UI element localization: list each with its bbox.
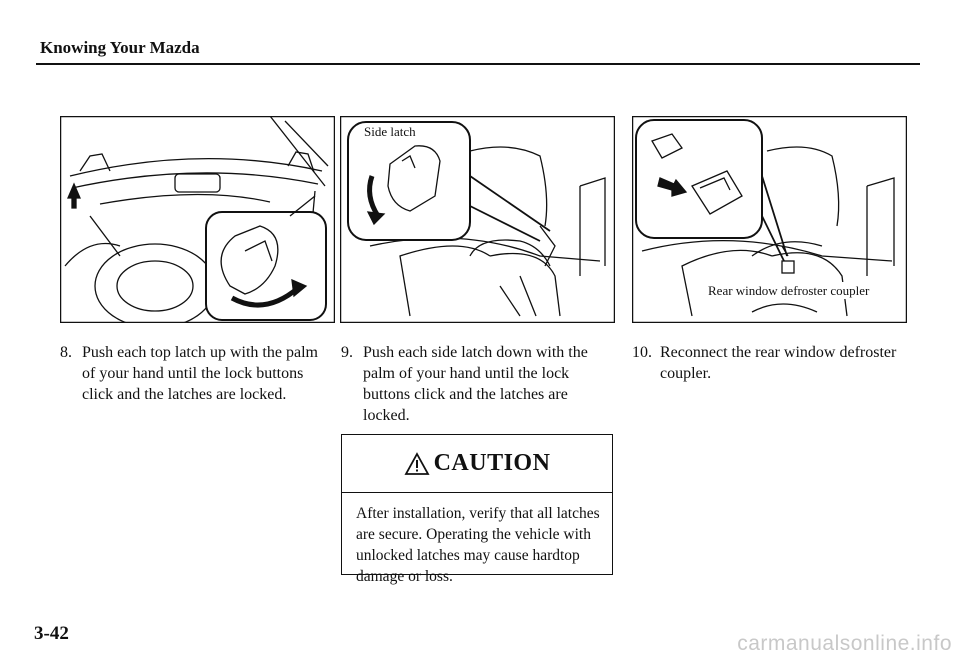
side-latch-label: Side latch	[364, 124, 416, 139]
step-number: 10.	[632, 344, 652, 361]
caution-text: After installation, verify that all latches are secure. Operating the vehicle with unlocked latches may cause hardtop damage or loss.	[356, 505, 600, 585]
page-header-title: Knowing Your Mazda	[40, 38, 200, 57]
step-9	[341, 342, 603, 426]
caution-title: CAUTION	[433, 450, 551, 476]
step-text: Push each side latch down with the palm of your hand until the lock buttons click and the latches are locked.	[363, 344, 588, 424]
caution-header	[342, 435, 612, 493]
step-text: Push each top latch up with the palm of your hand until the lock buttons click and the latches are locked.	[82, 344, 318, 403]
watermark: carmanualsonline.info	[737, 632, 952, 655]
figure-side-latch	[340, 116, 615, 323]
step-10	[632, 342, 912, 384]
defroster-coupler-label: Rear window defroster coupler	[708, 283, 870, 298]
header-divider	[36, 63, 920, 65]
step-8	[60, 342, 320, 405]
step-text: Reconnect the rear window defroster coupler.	[660, 344, 897, 382]
step-number: 8.	[60, 344, 72, 361]
page-number: 3-42	[34, 623, 69, 644]
figure-defroster-coupler	[632, 116, 907, 323]
caution-box	[341, 434, 613, 585]
warning-triangle-icon	[404, 452, 430, 476]
step-number: 9.	[341, 344, 353, 361]
figure-top-latch	[60, 116, 335, 323]
